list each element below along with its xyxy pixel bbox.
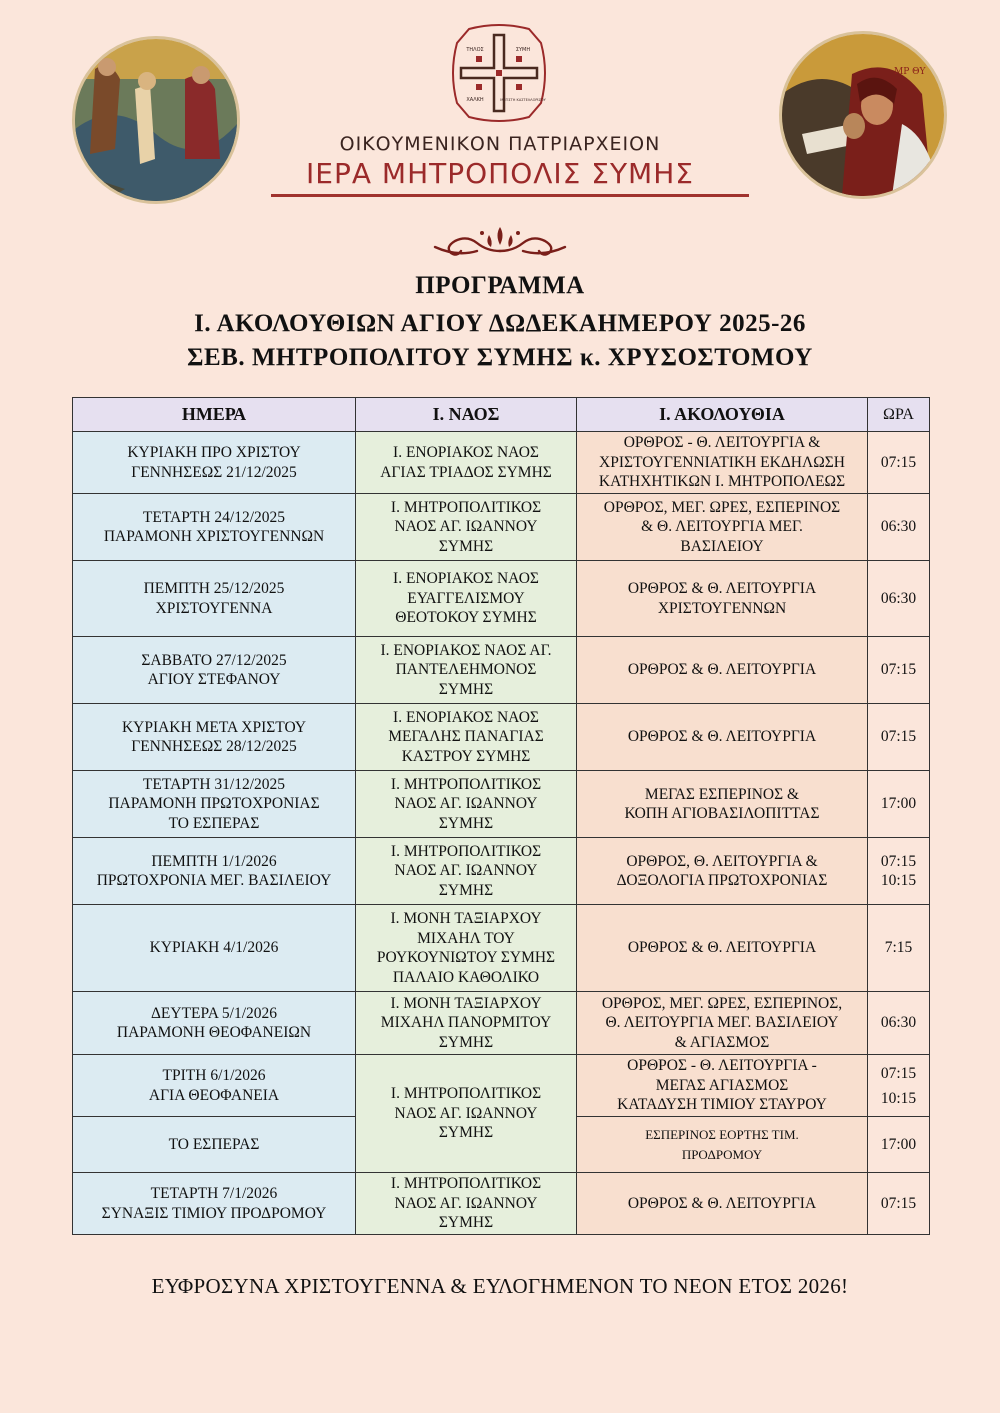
church-cell: Ι. ΕΝΟΡΙΑΚΟΣ ΝΑΟΣ ΑΓΙΑΣ ΤΡΙΑΔΟΣ ΣΥΜΗΣ <box>356 432 577 494</box>
table-row <box>73 905 930 992</box>
table-row <box>73 1055 930 1117</box>
day-cell: ΤΡΙΤΗ 6/1/2026 ΑΓΙΑ ΘΕΟΦΑΝΕΙΑ <box>73 1055 356 1117</box>
table-row <box>73 838 930 905</box>
service-cell: ΟΡΘΡΟΣ, ΜΕΓ. ΩΡΕΣ, ΕΣΠΕΡΙΝΟΣ & Θ. ΛΕΙΤΟΥΡΓΙΑ ΜΕΓ. ΒΑΣΙΛΕΙΟΥ <box>577 494 868 561</box>
church-cell: Ι. ΕΝΟΡΙΑΚΟΣ ΝΑΟΣ ΑΓ. ΠΑΝΤΕΛΕΗΜΟΝΟΣ ΣΥΜΗΣ <box>356 637 577 704</box>
church-cell: Ι. ΜΗΤΡΟΠΟΛΙΤΙΚΟΣ ΝΑΟΣ ΑΓ. ΙΩΑΝΝΟΥ ΣΥΜΗΣ <box>356 771 577 838</box>
service-cell: ΟΡΘΡΟΣ - Θ. ΛΕΙΤΟΥΡΓΙΑ - ΜΕΓΑΣ ΑΓΙΑΣΜΟΣ ΚΑΤΑΔΥΣΗ ΤΙΜΙΟΥ ΣΤΑΥΡΟΥ <box>577 1055 868 1117</box>
service-cell: ΜΕΓΑΣ ΕΣΠΕΡΙΝΟΣ & ΚΟΠΗ ΑΓΙΟΒΑΣΙΛΟΠΙΤΤΑΣ <box>577 771 868 838</box>
day-cell: ΤΕΤΑΡΤΗ 7/1/2026 ΣΥΝΑΞΙΣ ΤΙΜΙΟΥ ΠΡΟΔΡΟΜΟΥ <box>73 1173 356 1235</box>
table-header-row <box>73 398 930 432</box>
church-cell: Ι. ΜΗΤΡΟΠΟΛΙΤΙΚΟΣ ΝΑΟΣ ΑΓ. ΙΩΑΝΝΟΥ ΣΥΜΗΣ <box>356 838 577 905</box>
time-cell: 07:15 <box>868 1173 930 1235</box>
title-line-1: ΠΡΟΓΡΑΜΜΑ <box>415 272 585 299</box>
day-cell: ΚΥΡΙΑΚΗ ΠΡΟ ΧΡΙΣΤΟΥ ΓΕΝΝΗΣΕΩΣ 21/12/2025 <box>73 432 356 494</box>
metropolis-emblem <box>449 23 549 123</box>
ornament-flourish-icon <box>427 221 573 261</box>
service-cell: ΟΡΘΡΟΣ - Θ. ΛΕΙΤΟΥΡΓΙΑ & ΧΡΙΣΤΟΥΓΕΝΝΙΑΤΙΚΗ ΕΚΔΗΛΩΣΗ ΚΑΤΗΧΗΤΙΚΩΝ Ι. ΜΗΤΡΟΠΟΛΕΩΣ <box>577 432 868 494</box>
church-cell: Ι. ΜΗΤΡΟΠΟΛΙΤΙΚΟΣ ΝΑΟΣ ΑΓ. ΙΩΑΝΝΟΥ ΣΥΜΗΣ <box>356 1055 577 1173</box>
church-cell: Ι. ΜΟΝΗ ΤΑΞΙΑΡΧΟΥ ΜΙΧΑΗΛ ΤΟΥ ΡΟΥΚΟΥΝΙΩΤΟΥ ΣΥΜΗΣ ΠΑΛΑΙΟ ΚΑΘΟΛΙΚΟ <box>356 905 577 992</box>
day-cell: ΤΕΤΑΡΤΗ 31/12/2025 ΠΑΡΑΜΟΝΗ ΠΡΩΤΟΧΡΟΝΙΑΣ ΤΟ ΕΣΠΕΡΑΣ <box>73 771 356 838</box>
time-cell: 07:15 10:15 <box>868 838 930 905</box>
day-cell: ΚΥΡΙΑΚΗ ΜΕΤΑ ΧΡΙΣΤΟΥ ΓΕΝΝΗΣΕΩΣ 28/12/2025 <box>73 704 356 771</box>
service-cell: ΟΡΘΡΟΣ, ΜΕΓ. ΩΡΕΣ, ΕΣΠΕΡΙΝΟΣ, Θ. ΛΕΙΤΟΥΡΓΙΑ ΜΕΓ. ΒΑΣΙΛΕΙΟΥ & ΑΓΙΑΣΜΟΣ <box>577 992 868 1055</box>
church-cell: Ι. ΕΝΟΡΙΑΚΟΣ ΝΑΟΣ ΜΕΓΑΛΗΣ ΠΑΝΑΓΙΑΣ ΚΑΣΤΡΟΥ ΣΥΜΗΣ <box>356 704 577 771</box>
table-row <box>73 494 930 561</box>
day-cell: ΠΕΜΠΤΗ 25/12/2025 ΧΡΙΣΤΟΥΓΕΝΝΑ <box>73 561 356 637</box>
column-header-day: ΗΜΕΡΑ <box>73 398 356 432</box>
icon-inscription: ΜΡ ΘΥ <box>894 67 926 77</box>
time-cell: 07:15 <box>868 637 930 704</box>
day-cell: ΤΕΤΑΡΤΗ 24/12/2025 ΠΑΡΑΜΟΝΗ ΧΡΙΣΤΟΥΓΕΝΝΩΝ <box>73 494 356 561</box>
table-row <box>73 1173 930 1235</box>
service-cell: ΟΡΘΡΟΣ & Θ. ΛΕΙΤΟΥΡΓΙΑ <box>577 704 868 771</box>
time-cell: 17:00 <box>868 771 930 838</box>
footer-greeting: ΕΥΦΡΟΣΥΝΑ ΧΡΙΣΤΟΥΓΕΝΝΑ & ΕΥΛΟΓΗΜΕΝΟΝ ΤΟ ΝΕΟΝ ΕΤΟΣ 2026! <box>151 1274 849 1298</box>
church-cell: Ι. ΜΟΝΗ ΤΑΞΙΑΡΧΟΥ ΜΙΧΑΗΛ ΠΑΝΟΡΜΙΤΟΥ ΣΥΜΗΣ <box>356 992 577 1055</box>
metropolis-heading: ΙΕΡΑ ΜΗΤΡΟΠΟΛΙΣ ΣΥΜΗΣ <box>306 157 694 190</box>
service-cell: ΟΡΘΡΟΣ & Θ. ΛΕΙΤΟΥΡΓΙΑ <box>577 1173 868 1235</box>
header-divider <box>271 194 749 197</box>
day-cell: ΔΕΥΤΕΡΑ 5/1/2026 ΠΑΡΑΜΟΝΗ ΘΕΟΦΑΝΕΙΩΝ <box>73 992 356 1055</box>
column-header-church: Ι. ΝΑΟΣ <box>356 398 577 432</box>
service-cell: ΟΡΘΡΟΣ & Θ. ΛΕΙΤΟΥΡΓΙΑ <box>577 905 868 992</box>
column-header-service: Ι. ΑΚΟΛΟΥΘΙΑ <box>577 398 868 432</box>
church-cell: Ι. ΕΝΟΡΙΑΚΟΣ ΝΑΟΣ ΕΥΑΓΓΕΛΙΣΜΟΥ ΘΕΟΤΟΚΟΥ ΣΥΜΗΣ <box>356 561 577 637</box>
patriarchate-heading: ΟΙΚΟΥΜΕΝΙΚΟΝ ΠΑΤΡΙΑΡΧΕΙΟΝ <box>339 133 661 155</box>
time-cell: 07:15 10:15 <box>868 1055 930 1117</box>
table-row <box>73 771 930 838</box>
title-line-2: Ι. ΑΚΟΛΟΥΘΙΩΝ ΑΓΙΟΥ ΔΩΔΕΚΑΗΜΕΡΟΥ 2025-26 <box>194 310 806 337</box>
service-cell: ΟΡΘΡΟΣ, Θ. ΛΕΙΤΟΥΡΓΙΑ & ΔΟΞΟΛΟΓΙΑ ΠΡΩΤΟΧΡΟΝΙΑΣ <box>577 838 868 905</box>
service-cell: ΟΡΘΡΟΣ & Θ. ΛΕΙΤΟΥΡΓΙΑ <box>577 637 868 704</box>
day-cell: ΣΑΒΒΑΤΟ 27/12/2025 ΑΓΙΟΥ ΣΤΕΦΑΝΟΥ <box>73 637 356 704</box>
table-row <box>73 432 930 494</box>
time-cell: 06:30 <box>868 561 930 637</box>
day-cell: ΤΟ ΕΣΠΕΡΑΣ <box>73 1117 356 1173</box>
table-row <box>73 992 930 1055</box>
day-cell: ΚΥΡΙΑΚΗ 4/1/2026 <box>73 905 356 992</box>
time-cell: 7:15 <box>868 905 930 992</box>
title-line-3: ΣΕΒ. ΜΗΤΡΟΠΟΛΙΤΟΥ ΣΥΜΗΣ κ. ΧΡΥΣΟΣΤΟΜΟΥ <box>187 344 813 371</box>
emblem-text-tilos: ΤΗΛΟΣ <box>466 47 484 53</box>
time-cell: 07:15 <box>868 704 930 771</box>
table-row <box>73 704 930 771</box>
day-cell: ΠΕΜΠΤΗ 1/1/2026 ΠΡΩΤΟΧΡΟΝΙΑ ΜΕΓ. ΒΑΣΙΛΕΙΟΥ <box>73 838 356 905</box>
time-cell: 17:00 <box>868 1117 930 1173</box>
time-cell: 07:15 <box>868 432 930 494</box>
emblem-text-chalki: ΧΑΛΚΗ <box>466 97 484 103</box>
church-cell: Ι. ΜΗΤΡΟΠΟΛΙΤΙΚΟΣ ΝΑΟΣ ΑΓ. ΙΩΑΝΝΟΥ ΣΥΜΗΣ <box>356 494 577 561</box>
emblem-text-megisti: ΜΕΓΙΣΤΗ ΚΑΣΤΕΛΛΟΡΙΖΟΥ <box>500 98 546 102</box>
time-cell: 06:30 <box>868 494 930 561</box>
church-cell: Ι. ΜΗΤΡΟΠΟΛΙΤΙΚΟΣ ΝΑΟΣ ΑΓ. ΙΩΑΝΝΟΥ ΣΥΜΗΣ <box>356 1173 577 1235</box>
schedule-table <box>72 397 930 1235</box>
table-row <box>73 561 930 637</box>
table-row <box>73 637 930 704</box>
emblem-text-symi: ΣΥΜΗ <box>515 47 531 53</box>
time-cell: 06:30 <box>868 992 930 1055</box>
service-cell: ΕΣΠΕΡΙΝΟΣ ΕΟΡΤΗΣ ΤΙΜ. ΠΡΟΔΡΟΜΟΥ <box>577 1117 868 1173</box>
column-header-time: ΩΡΑ <box>868 398 930 432</box>
service-cell: ΟΡΘΡΟΣ & Θ. ΛΕΙΤΟΥΡΓΙΑ ΧΡΙΣΤΟΥΓΕΝΝΩΝ <box>577 561 868 637</box>
